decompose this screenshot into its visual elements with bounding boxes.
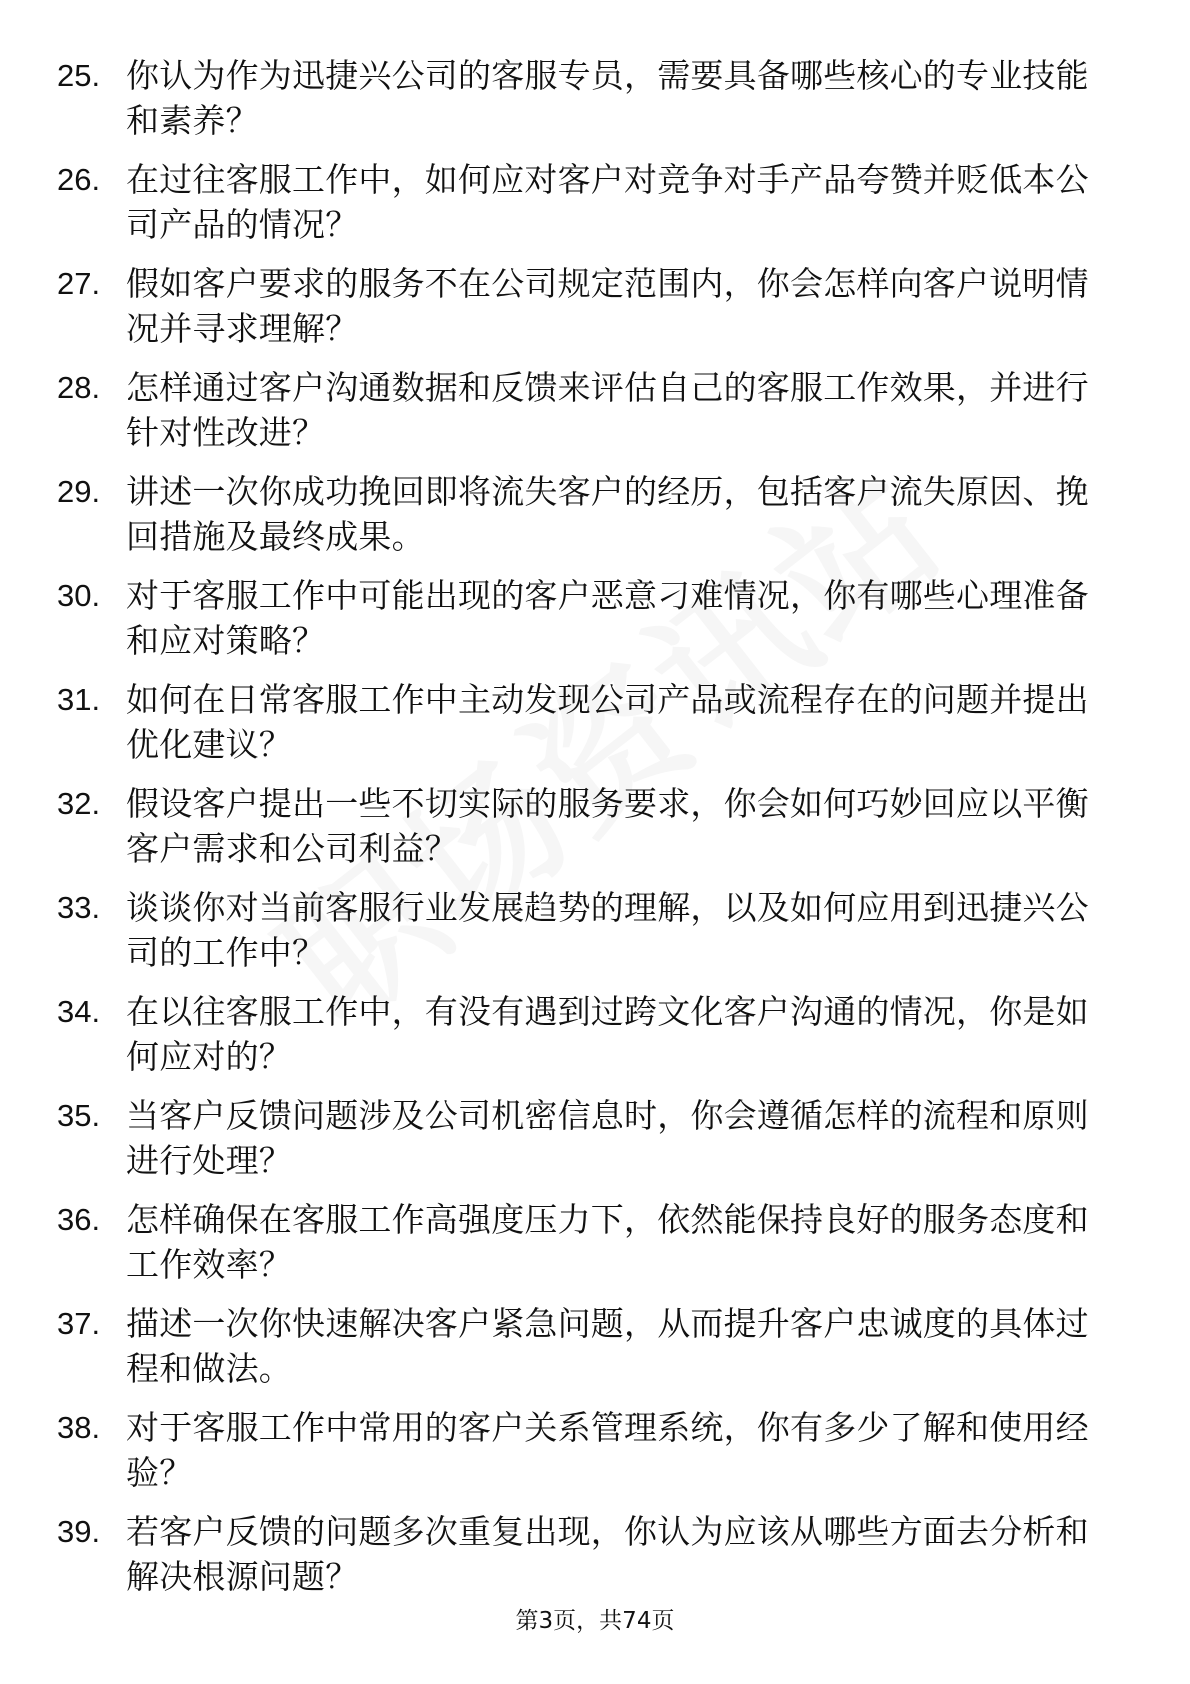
question-text: 在以往客服工作中，有没有遇到过跨文化客户沟通的情况，你是如何应对的？: [126, 992, 1089, 1076]
question-text: 当客户反馈问题涉及公司机密信息时，你会遵循怎样的流程和原则进行处理？: [126, 1096, 1089, 1180]
question-number: 34.: [57, 994, 101, 1029]
question-item: [0, 469, 1190, 573]
question-number: 32.: [57, 786, 101, 821]
question-number: 28.: [57, 370, 101, 405]
question-number: 37.: [57, 1306, 101, 1341]
page-footer: 第3页，共74页: [515, 1608, 675, 1634]
question-item: [0, 989, 1190, 1093]
question-number: 25.: [57, 58, 101, 93]
question-item: [0, 1509, 1190, 1613]
question-item: [0, 885, 1190, 989]
question-number: 33.: [57, 890, 101, 925]
question-text: 如何在日常客服工作中主动发现公司产品或流程存在的问题并提出优化建议？: [126, 680, 1089, 764]
question-item: [0, 573, 1190, 677]
question-item: [0, 1301, 1190, 1405]
question-text: 若客户反馈的问题多次重复出现，你认为应该从哪些方面去分析和解决根源问题？: [126, 1512, 1089, 1596]
question-number: 39.: [57, 1514, 101, 1549]
question-item: [0, 53, 1190, 157]
question-item: [0, 261, 1190, 365]
question-number: 29.: [57, 474, 101, 509]
question-item: [0, 677, 1190, 781]
question-item: [0, 365, 1190, 469]
question-text: 怎样确保在客服工作高强度压力下，依然能保持良好的服务态度和工作效率？: [126, 1200, 1089, 1284]
question-text: 你认为作为迅捷兴公司的客服专员，需要具备哪些核心的专业技能和素养？: [126, 56, 1089, 140]
question-number: 35.: [57, 1098, 101, 1133]
question-number: 30.: [57, 578, 101, 613]
question-text: 谈谈你对当前客服行业发展趋势的理解，以及如何应用到迅捷兴公司的工作中？: [126, 888, 1089, 972]
question-number: 38.: [57, 1410, 101, 1445]
question-number: 31.: [57, 682, 101, 717]
question-item: [0, 1405, 1190, 1509]
question-text: 讲述一次你成功挽回即将流失客户的经历，包括客户流失原因、挽回措施及最终成果。: [126, 472, 1089, 556]
question-text: 对于客服工作中常用的客户关系管理系统，你有多少了解和使用经验？: [126, 1408, 1089, 1492]
question-text: 对于客服工作中可能出现的客户恶意刁难情况，你有哪些心理准备和应对策略？: [126, 576, 1089, 660]
question-number: 27.: [57, 266, 101, 301]
question-number: 36.: [57, 1202, 101, 1237]
question-item: [0, 781, 1190, 885]
question-text: 假如客户要求的服务不在公司规定范围内，你会怎样向客户说明情况并寻求理解？: [126, 264, 1089, 348]
question-text: 假设客户提出一些不切实际的服务要求，你会如何巧妙回应以平衡客户需求和公司利益？: [126, 784, 1089, 868]
question-item: [0, 1197, 1190, 1301]
question-list: [0, 53, 1190, 1613]
question-text: 怎样通过客户沟通数据和反馈来评估自己的客服工作效果，并进行针对性改进？: [126, 368, 1089, 452]
question-text: 在过往客服工作中，如何应对客户对竞争对手产品夸赞并贬低本公司产品的情况？: [126, 160, 1089, 244]
question-item: [0, 1093, 1190, 1197]
question-item: [0, 157, 1190, 261]
question-number: 26.: [57, 162, 101, 197]
question-text: 描述一次你快速解决客户紧急问题，从而提升客户忠诚度的具体过程和做法。: [126, 1304, 1089, 1388]
